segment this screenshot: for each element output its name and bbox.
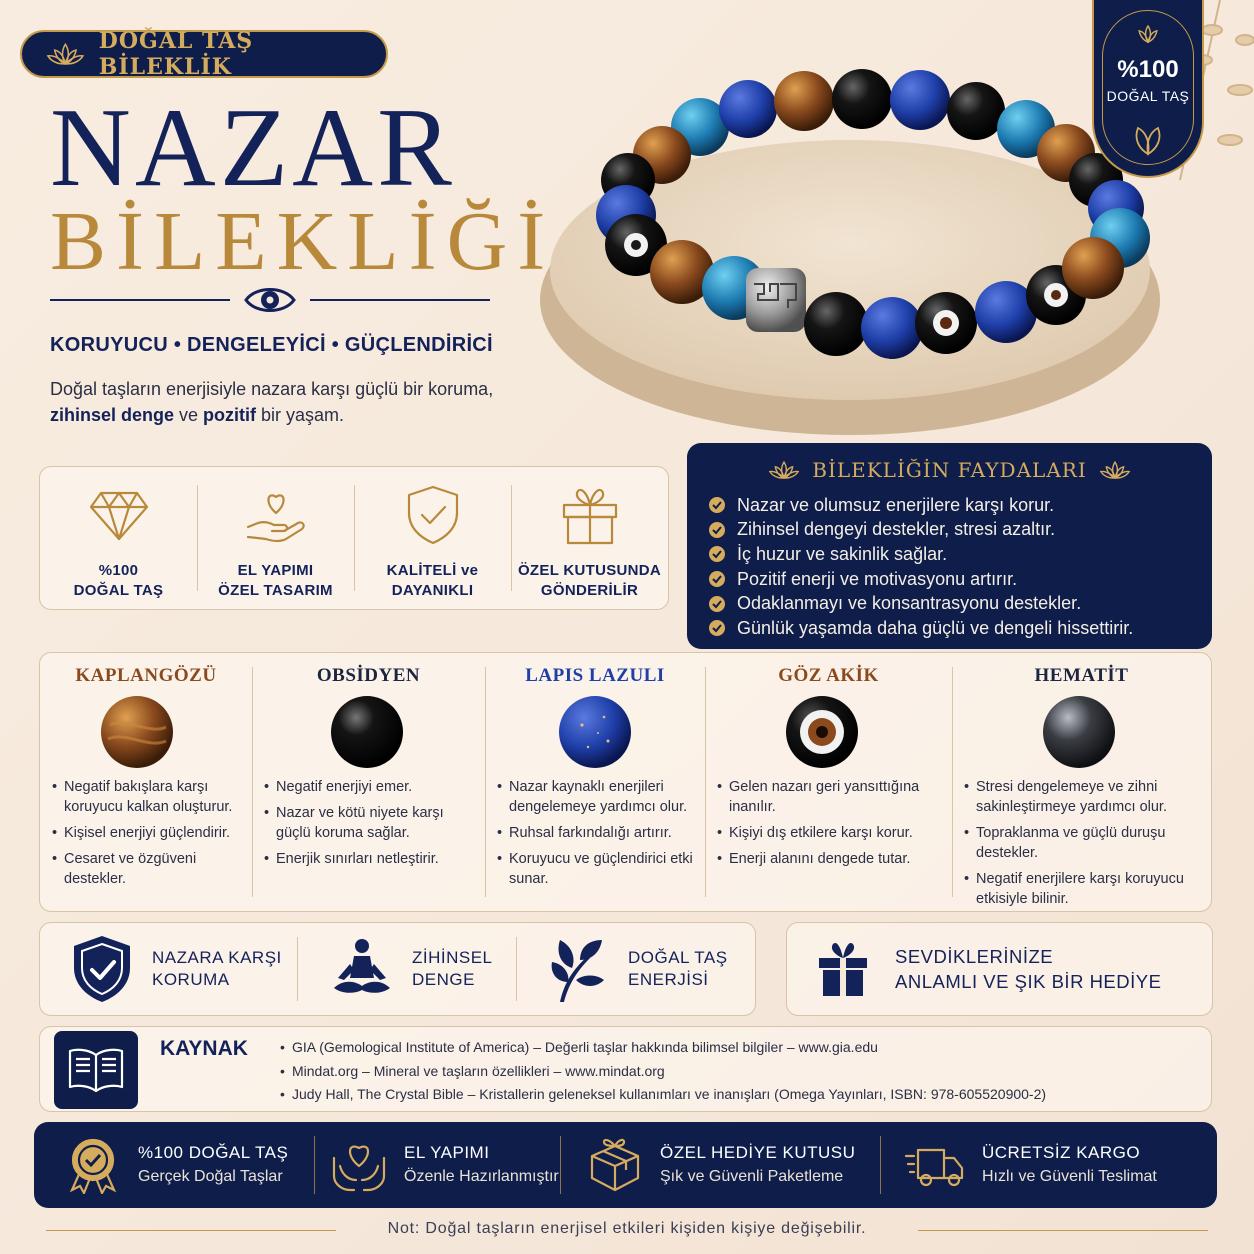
stone-fact: • Gelen nazarı geri yansıttığına inanılır. bbox=[717, 777, 944, 817]
gift-icon bbox=[817, 940, 869, 998]
bottom-handmade bbox=[330, 1122, 559, 1208]
badge-text: DOĞAL TAŞ BİLEKLİK bbox=[98, 28, 254, 80]
leaf-icon bbox=[546, 934, 610, 1004]
obsidian-bead bbox=[330, 695, 404, 769]
benefit-item: Zihinsel dengeyi destekler, stresi azaltır. bbox=[709, 518, 1133, 543]
heart-hand-icon bbox=[244, 483, 308, 547]
bottom-gift-box bbox=[586, 1122, 855, 1208]
bottom-title: ÜCRETSİZ KARGO bbox=[982, 1143, 1141, 1162]
source-title: KAYNAK bbox=[160, 1037, 248, 1060]
stone-fact: • Stresi dengelemeye ve zihni sakinleştirmeye yardımcı olur. bbox=[964, 777, 1203, 817]
hematite-bead bbox=[1042, 695, 1116, 769]
stone-name: HEMATİT bbox=[1034, 665, 1129, 686]
stone-fact: • Negatif enerjilere karşı koruyucu etkisiyle bilinir. bbox=[964, 869, 1203, 909]
eye-icon bbox=[244, 282, 296, 318]
benefits-panel bbox=[687, 443, 1212, 649]
stones-panel bbox=[39, 652, 1212, 912]
top-badge bbox=[20, 30, 388, 78]
stone-lapis-lazuli bbox=[485, 653, 705, 911]
bottom-title: ÖZEL HEDİYE KUTUSU bbox=[660, 1143, 856, 1162]
lotus-icon bbox=[1099, 459, 1131, 481]
check-circle-icon bbox=[709, 596, 725, 612]
bottom-subtitle: Özenle Hazırlanmıştır bbox=[404, 1168, 559, 1185]
source-item: • Judy Hall, The Crystal Bible – Kristallerin geleneksel kullanımları ve inanışları (Omega Yayınları, ISBN: 978-605520900-2) bbox=[280, 1083, 1046, 1107]
lapis-lazuli-bead bbox=[558, 695, 632, 769]
title-bilekligi: BİLEKLİĞİ bbox=[50, 195, 556, 288]
medal-check-icon bbox=[64, 1136, 122, 1194]
feature-row bbox=[39, 466, 669, 610]
gift-box-icon bbox=[586, 1136, 644, 1194]
shield-check-icon bbox=[401, 483, 465, 547]
stone-fact: • Negatif enerjiyi emer. bbox=[264, 777, 477, 797]
note-line-left bbox=[46, 1230, 336, 1231]
source-panel bbox=[39, 1026, 1212, 1112]
shield-check-icon bbox=[70, 934, 134, 1004]
source-item: • Mindat.org – Mineral ve taşların özellikleri – www.mindat.org bbox=[280, 1060, 1046, 1084]
benefit-item: Odaklanmayı ve konsantrasyonu destekler. bbox=[709, 591, 1133, 616]
eye-agate-bead bbox=[785, 695, 859, 769]
bottom-bar bbox=[34, 1122, 1217, 1208]
check-circle-icon bbox=[709, 571, 725, 587]
strip-mental-balance: ZİHİNSEL DENGE bbox=[330, 923, 493, 1015]
feature-gift-box: ÖZEL KUTUSUNDA GÖNDERİLİR bbox=[511, 467, 668, 609]
benefits-list bbox=[709, 493, 1133, 641]
lotus-icon bbox=[46, 40, 85, 68]
book-icon bbox=[66, 1045, 126, 1095]
stone-fact: • Negatif bakışlara karşı koruyucu kalkan oluşturur. bbox=[52, 777, 244, 817]
seal-label: DOĞAL TAŞ bbox=[1106, 88, 1190, 104]
stone-fact: • Ruhsal farkındalığı artırır. bbox=[497, 823, 697, 843]
check-circle-icon bbox=[709, 546, 725, 562]
description: Doğal taşların enerjisiyle nazara karşı güçlü bir koruma, zihinsel denge ve pozitif bir yaşam. bbox=[50, 379, 494, 425]
benefit-item: İç huzur ve sakinlik sağlar. bbox=[709, 542, 1133, 567]
stone-fact: • Cesaret ve özgüveni destekler. bbox=[52, 849, 244, 889]
stone-fact: • Kişiyi dış etkilere karşı korur. bbox=[717, 823, 944, 843]
benefit-item: Nazar ve olumsuz enerjilere karşı korur. bbox=[709, 493, 1133, 518]
bottom-title: %100 DOĞAL TAŞ bbox=[138, 1143, 289, 1162]
natural-stone-seal bbox=[1092, 0, 1204, 178]
benefit-icon-strip bbox=[39, 922, 756, 1016]
benefit-item: Günlük yaşamda daha güçlü ve dengeli hissettirir. bbox=[709, 616, 1133, 641]
source-list bbox=[280, 1036, 1046, 1107]
stone-name: GÖZ AKİK bbox=[778, 665, 879, 686]
strip-stone-energy: DOĞAL TAŞ ENERJİSİ bbox=[546, 923, 728, 1015]
leaf-icon bbox=[1128, 120, 1168, 156]
seal-percent: %100 bbox=[1117, 56, 1179, 83]
meditation-icon bbox=[330, 934, 394, 1004]
stone-tigers-eye bbox=[40, 653, 252, 911]
benefits-title: BİLEKLİĞİN FAYDALARI bbox=[812, 458, 1087, 482]
check-circle-icon bbox=[709, 620, 725, 636]
stone-name: LAPIS LAZULI bbox=[525, 665, 665, 686]
note-line-right bbox=[918, 1230, 1208, 1231]
feature-handmade: EL YAPIMI ÖZEL TASARIM bbox=[197, 467, 354, 609]
strip-protection: NAZARA KARŞI KORUMA bbox=[70, 923, 282, 1015]
title-divider bbox=[50, 282, 490, 318]
gift-callout bbox=[786, 922, 1213, 1016]
source-item: • GIA (Gemological Institute of America) – Değerli taşlar hakkında bilimsel bilgiler – www.gia.edu bbox=[280, 1036, 1046, 1060]
heart-hands-icon bbox=[330, 1136, 388, 1194]
feature-quality: KALİTELİ ve DAYANIKLI bbox=[354, 467, 511, 609]
stone-eye-agate bbox=[705, 653, 952, 911]
stone-fact: • Nazar kaynaklı enerjileri dengelemeye yardımcı olur. bbox=[497, 777, 697, 817]
book-icon-tile bbox=[54, 1031, 138, 1109]
title-nazar: NAZAR bbox=[50, 86, 456, 210]
lotus-icon bbox=[768, 459, 800, 481]
truck-icon bbox=[904, 1136, 966, 1194]
bottom-title: EL YAPIMI bbox=[404, 1143, 490, 1162]
check-circle-icon bbox=[709, 497, 725, 513]
gift-line2: ANLAMLI VE ŞIK BİR HEDİYE bbox=[895, 971, 1162, 992]
stone-obsidian bbox=[252, 653, 485, 911]
stone-name: OBSİDYEN bbox=[316, 665, 421, 686]
bottom-subtitle: Şık ve Güvenli Paketleme bbox=[660, 1168, 844, 1185]
footer-note: Not: Doğal taşların enerjisel etkileri kişiden kişiye değişebilir. bbox=[387, 1220, 867, 1237]
stone-hematite bbox=[952, 653, 1211, 911]
gift-line1: SEVDİKLERİNİZE bbox=[895, 946, 1054, 967]
tigers-eye-bead bbox=[100, 695, 174, 769]
bottom-free-shipping bbox=[904, 1122, 1157, 1208]
benefit-item: Pozitif enerji ve motivasyonu artırır. bbox=[709, 567, 1133, 592]
stone-fact: • Nazar ve kötü niyete karşı güçlü koruma sağlar. bbox=[264, 803, 477, 843]
bottom-subtitle: Hızlı ve Güvenli Teslimat bbox=[982, 1168, 1157, 1185]
tagline: KORUYUCU • DENGELEYİCİ • GÜÇLENDİRİCİ bbox=[50, 334, 493, 356]
diamond-icon bbox=[87, 483, 151, 547]
bottom-natural-stone bbox=[64, 1122, 288, 1208]
stone-fact: • Kişisel enerjiyi güçlendirir. bbox=[52, 823, 244, 843]
stone-name: KAPLANGÖZÜ bbox=[75, 665, 217, 686]
stone-fact: • Koruyucu ve güçlendirici etki sunar. bbox=[497, 849, 697, 889]
bottom-subtitle: Gerçek Doğal Taşlar bbox=[138, 1168, 283, 1185]
feature-natural-stone: %100 DOĞAL TAŞ bbox=[40, 467, 197, 609]
gift-icon bbox=[558, 483, 622, 547]
stone-fact: • Enerjik sınırları netleştirir. bbox=[264, 849, 477, 869]
stone-fact: • Enerji alanını dengede tutar. bbox=[717, 849, 944, 869]
stone-fact: • Topraklanma ve güçlü duruşu destekler. bbox=[964, 823, 1203, 863]
lotus-icon bbox=[1132, 22, 1164, 46]
check-circle-icon bbox=[709, 522, 725, 538]
